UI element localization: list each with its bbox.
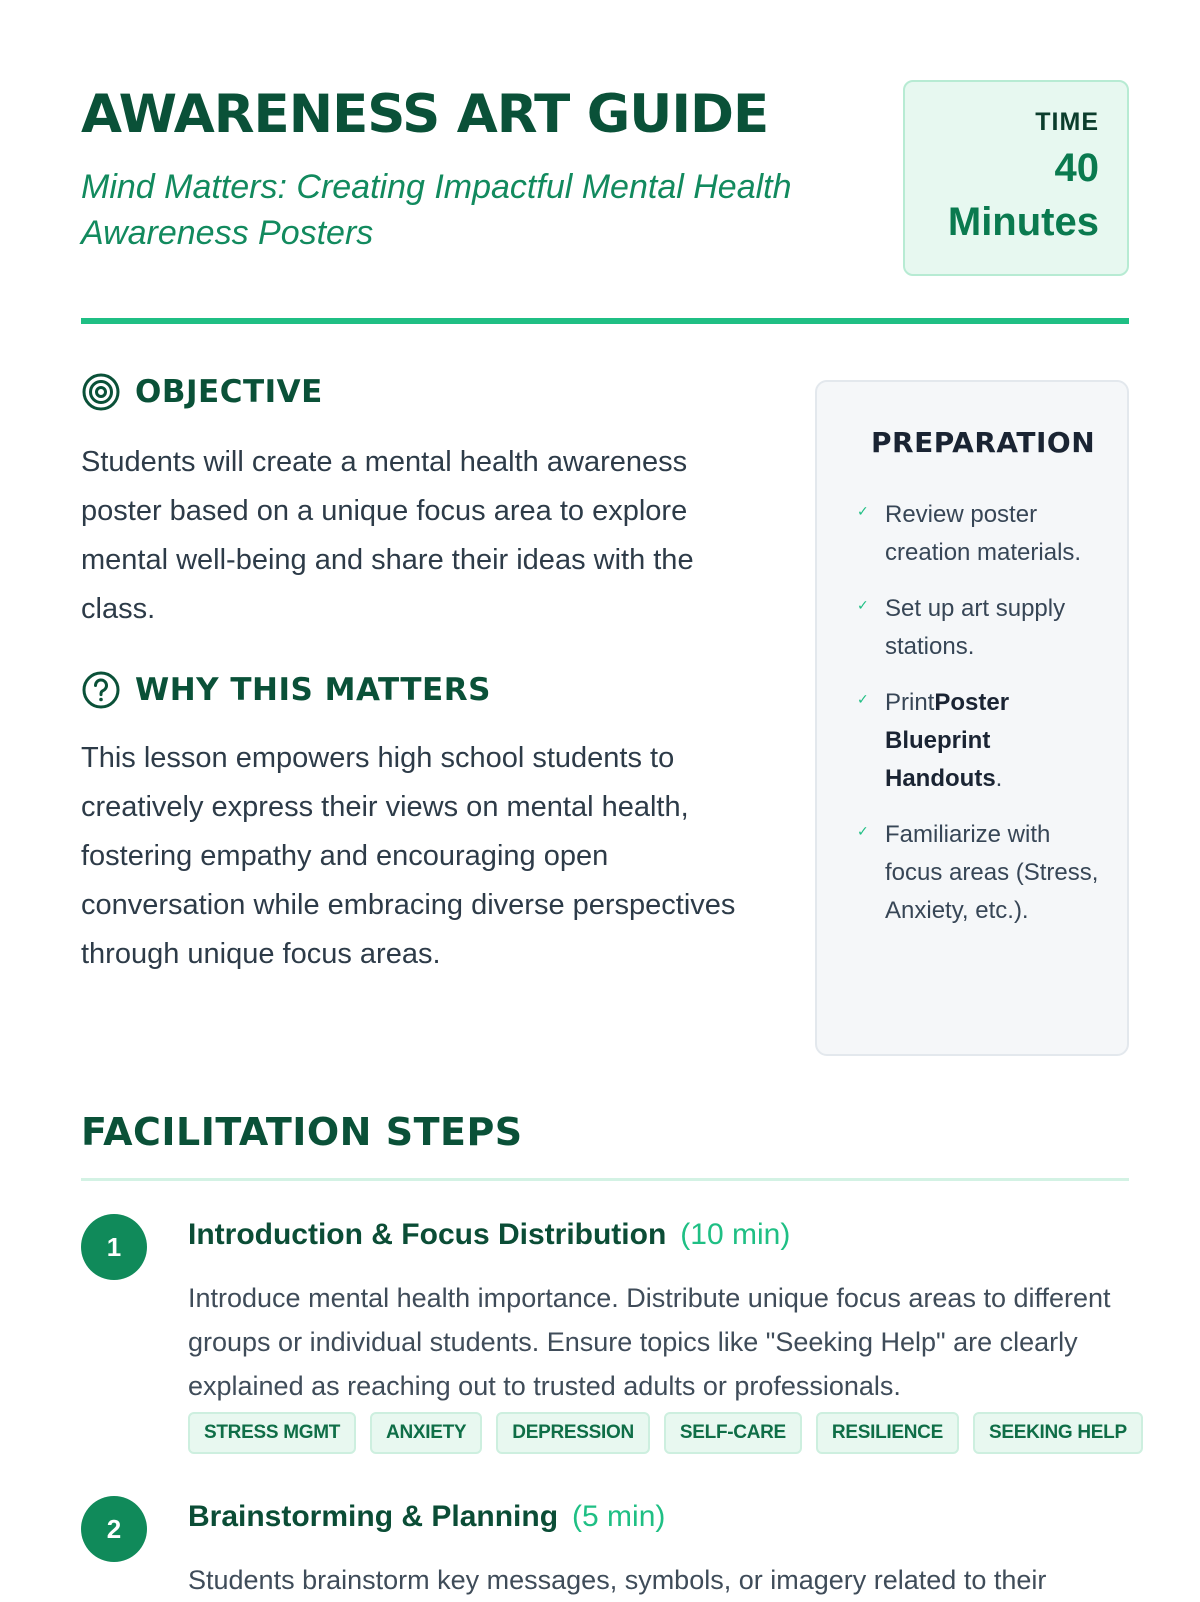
preparation-item-text: Set up art supply stations. <box>885 595 1066 660</box>
page-title: AWARENESS ART GUIDE <box>81 84 769 145</box>
header <box>81 80 1129 280</box>
objective-title: OBJECTIVE <box>135 374 323 410</box>
tag-anxiety: ANXIETY <box>370 1412 482 1454</box>
step-description: Students brainstorm key messages, symbols, or imagery related to their <box>188 1565 1047 1595</box>
tag-depression: DEPRESSION <box>496 1412 650 1454</box>
handout-name: Poster Blueprint Handouts <box>885 689 1010 792</box>
check-icon: ✓ <box>857 503 869 519</box>
preparation-item-text: Familiarize with focus areas (Stress, Anxiety, etc.). <box>885 821 1099 924</box>
check-icon: ✓ <box>857 597 869 613</box>
step-heading <box>188 1500 665 1534</box>
preparation-card <box>815 380 1129 1056</box>
target-icon <box>81 372 121 412</box>
header-divider <box>81 318 1129 324</box>
step-number-badge: 1 <box>81 1214 147 1280</box>
step-description: Introduce mental health importance. Distribute unique focus areas to different groups or individual students. Ensure topics like "Seeking Help" are clearly explained as reaching out to trusted adults or professionals. <box>188 1283 1111 1401</box>
page-subtitle: Mind Matters: Creating Impactful Mental Health Awareness Posters <box>81 168 792 252</box>
list-item <box>857 816 1107 930</box>
time-box <box>903 80 1129 276</box>
tag-resilience: RESILIENCE <box>816 1412 959 1454</box>
tag-self-care: SELF-CARE <box>664 1412 802 1454</box>
why-title: WHY THIS MATTERS <box>135 672 491 708</box>
step-heading <box>188 1218 790 1252</box>
preparation-item-prefix: Print <box>885 689 935 716</box>
preparation-title: PREPARATION <box>871 426 1096 459</box>
step-duration: (5 min) <box>572 1500 666 1533</box>
time-value: 40 Minutes <box>947 146 1099 244</box>
step-number-badge: 2 <box>81 1496 147 1562</box>
steps-divider <box>81 1178 1129 1181</box>
tag-seeking-help: SEEKING HELP <box>973 1412 1143 1454</box>
focus-area-tags <box>188 1412 1157 1454</box>
list-item <box>857 496 1107 572</box>
objective-text: Students will create a mental health awareness poster based on a unique focus area to explore mental well-being and share their ideas with the class. <box>81 446 694 625</box>
check-icon: ✓ <box>857 691 869 707</box>
preparation-list <box>857 496 1107 948</box>
question-circle-icon <box>81 670 121 710</box>
why-text: This lesson empowers high school students to creatively express their views on mental health, fostering empathy and encouraging open conversation while embracing diverse perspectives through unique focus areas. <box>81 742 736 970</box>
list-item <box>857 684 1107 798</box>
why-heading <box>81 670 491 710</box>
time-label: TIME <box>1035 108 1099 136</box>
preparation-item-text <box>885 684 1107 798</box>
preparation-item-text: Review poster creation materials. <box>885 501 1082 566</box>
step-title: Brainstorming & Planning <box>188 1500 559 1533</box>
steps-title: FACILITATION STEPS <box>81 1110 523 1154</box>
step-duration: (10 min) <box>680 1218 791 1251</box>
preparation-item-suffix: . <box>995 765 1003 792</box>
check-icon: ✓ <box>857 823 869 839</box>
list-item <box>857 590 1107 666</box>
tag-stress-mgmt: STRESS MGMT <box>188 1412 356 1454</box>
step-title: Introduction & Focus Distribution <box>188 1218 667 1251</box>
objective-heading <box>81 372 323 412</box>
